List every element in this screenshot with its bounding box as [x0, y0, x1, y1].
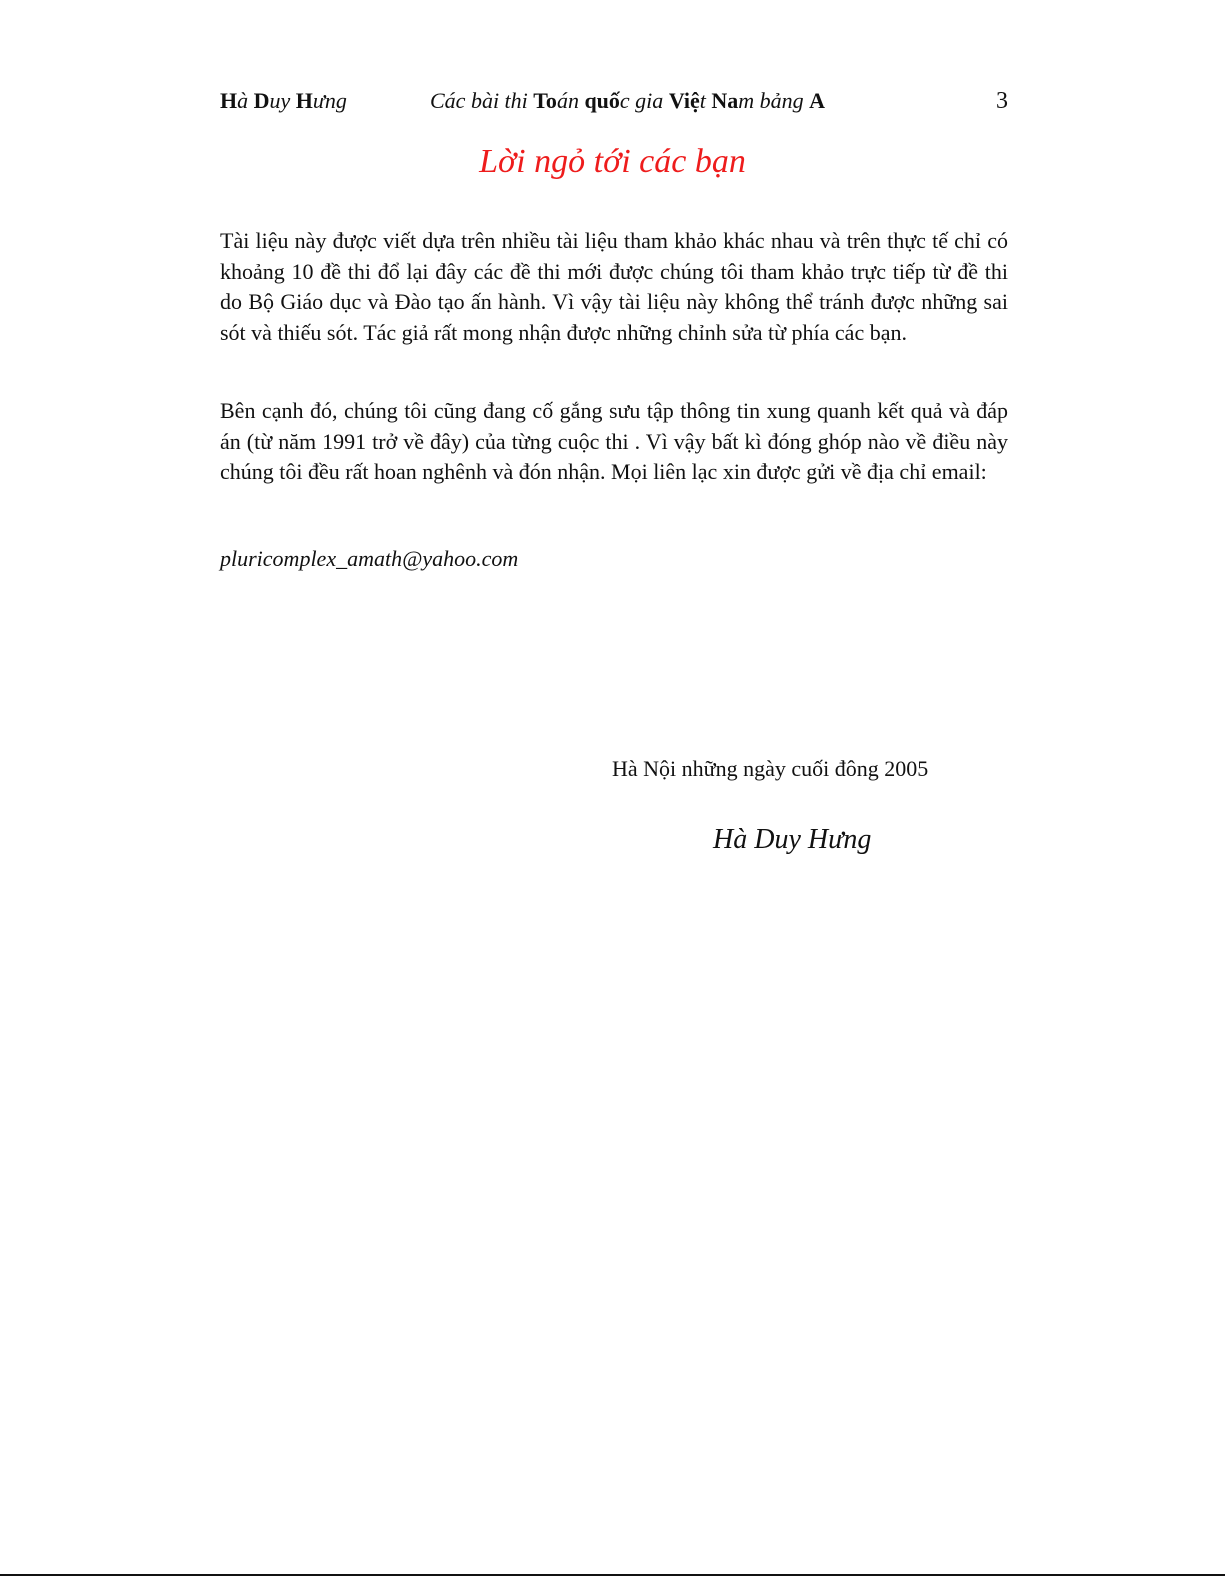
header-author-part: à: [237, 88, 254, 113]
header-author-part: H: [295, 88, 313, 113]
body-paragraph: Bên cạnh đó, chúng tôi cũng đang cố gắng sưu tập thông tin xung quanh kết quả và đáp án (từ năm 1991 trở về đây) của từng cuộc thi . Vì vậy bất kì đóng ghóp nào về điều này chúng tôi đều rất hoan nghênh và đón nhận. Mọi liên lạc xin được gửi về địa chỉ email:: [220, 398, 1008, 484]
email-address: pluricomplex_amath@yahoo.com: [220, 546, 519, 571]
header-title-part: To: [533, 88, 557, 113]
header-title-part: m bảng: [738, 88, 810, 113]
running-header: [220, 86, 1008, 116]
header-title-part: Na: [711, 88, 739, 113]
page-number: 3: [996, 88, 1008, 114]
header-title-part: c gia: [619, 88, 669, 113]
header-author-part: H: [220, 88, 238, 113]
header-author-part: D: [253, 88, 270, 113]
header-title-part: A: [809, 88, 826, 113]
header-author: [220, 86, 347, 116]
section-heading: Lời ngỏ tới các bạn: [479, 143, 746, 180]
header-title-part: quố: [584, 88, 620, 113]
header-title: [430, 86, 825, 116]
body-paragraph: Tài liệu này được viết dựa trên nhiều tài liệu tham khảo khác nhau và trên thực tế chỉ có khoảng 10 đề thi đổ lại đây các đề thi mới được chúng tôi tham khảo trực tiếp từ đề thi do Bộ Giáo dục và Đào tạo ấn hành. Vì vậy tài liệu này không thể tránh được những sai sót và thiếu sót. Tác giả rất mong nhận được những chỉnh sửa từ phía các bạn.: [220, 228, 1008, 345]
header-author-part: ưng: [312, 88, 347, 113]
header-title-part: Các bài thi: [430, 88, 534, 113]
header-title-part: Việ: [668, 88, 700, 113]
header-title-part: án: [556, 88, 585, 113]
author-signature: Hà Duy Hưng: [713, 824, 872, 855]
bottom-rule: [0, 1574, 1225, 1576]
header-author-part: uy: [269, 88, 296, 113]
header-title-part: t: [699, 88, 712, 113]
closing-date-line: Hà Nội những ngày cuối đông 2005: [612, 756, 929, 781]
